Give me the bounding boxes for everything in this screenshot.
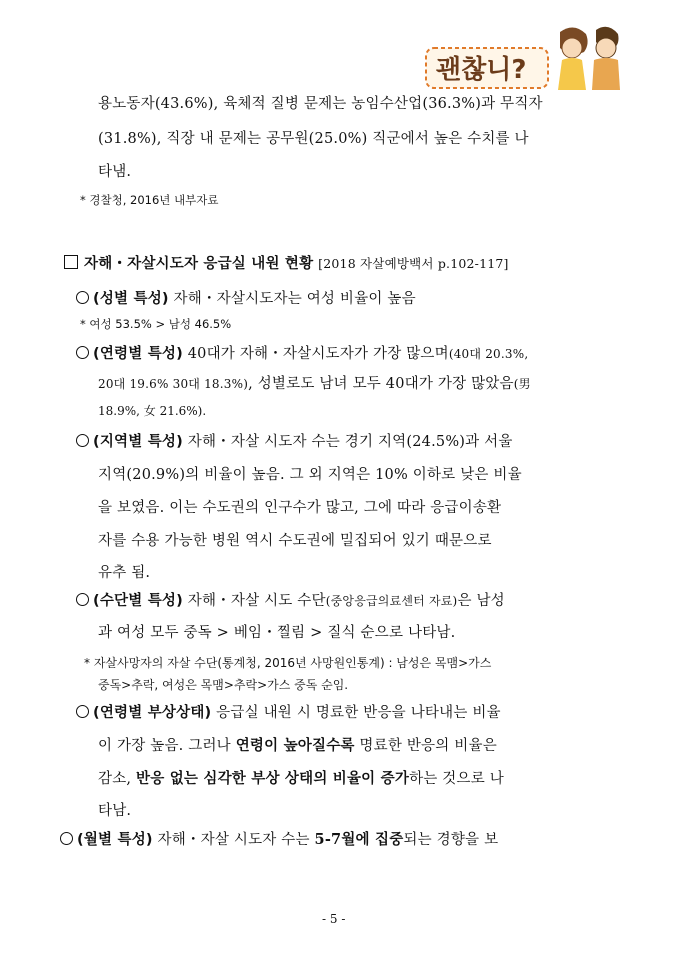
age-text-2a: 20대 19.6% 30대 18.3%)	[98, 377, 249, 391]
injury-text-2a: 이 가장 높음. 그러나	[98, 738, 236, 754]
region-line-2: 지역(20.9%)의 비율이 높음. 그 외 지역은 10% 이하로 낮은 비율	[98, 467, 522, 483]
age-line-3: 18.9%, 女 21.6%).	[98, 404, 207, 418]
age-line-2	[98, 372, 531, 393]
injury-text-3c: 하는 것으로 나	[409, 771, 504, 787]
section-heading	[64, 252, 509, 273]
injury-text-1: 응급실 내원 시 명료한 반응을 나타내는 비율	[211, 705, 501, 721]
age-text-2b: , 성별로도 남녀 모두 40대가 가장 많았음	[248, 376, 514, 392]
means-note-1: * 자살사망자의 자살 수단(통계청, 2016년 사망원인통계) : 남성은 목맴>가스	[84, 656, 492, 670]
gender-heading: (성별 특성)	[93, 291, 169, 307]
age-text-1b: (40대 20.3%,	[448, 347, 529, 361]
section-title: 자해・자살시도자 응급실 내원 현황	[84, 256, 314, 272]
injury-text-3a: 감소,	[98, 771, 137, 787]
region-text-1: 자해・자살 시도자 수는 경기 지역(24.5%)과 서울	[182, 434, 513, 450]
age-heading: (연령별 특성)	[93, 346, 183, 362]
injury-text-2b: 연령이 높아질수록	[235, 737, 355, 754]
age-text-1: 40대가 자해・자살시도자가 가장 많으며	[182, 346, 449, 362]
region-line-3: 을 보였음. 이는 수도권의 인구수가 많고, 그에 따라 응급이송환	[98, 500, 502, 516]
source-note: * 경찰청, 2016년 내부자료	[80, 193, 219, 207]
gender-text: 자해・자살시도자는 여성 비율이 높음	[168, 291, 416, 307]
month-text-a: 자해・자살 시도자 수는	[152, 832, 315, 848]
age-text-2c: (男	[513, 377, 531, 391]
injury-line-4: 타남.	[98, 803, 132, 819]
item-region	[76, 430, 513, 451]
region-line-5: 유추 됨.	[98, 565, 151, 581]
item-month	[60, 828, 498, 849]
means-note-2: 중독>추락, 여성은 목맴>추락>가스 중독 순임.	[98, 678, 349, 692]
circle-bullet-icon	[60, 832, 73, 845]
logo-illustration	[420, 22, 628, 102]
injury-line-3	[98, 767, 504, 788]
region-heading: (지역별 특성)	[93, 434, 183, 450]
circle-bullet-icon	[76, 346, 89, 359]
injury-text-3b: 반응 없는 심각한 부상 상태의 비율이 증가	[136, 770, 410, 787]
region-line-4: 자를 수용 가능한 병원 역시 수도권에 밀집되어 있기 때문으로	[98, 533, 492, 549]
section-reference: [2018 자살예방백서 p.102-117]	[318, 256, 509, 271]
square-bullet-icon	[64, 255, 78, 269]
logo-text: 괜찮니?	[436, 55, 527, 85]
circle-bullet-icon	[76, 705, 89, 718]
means-line-2: 과 여성 모두 중독 > 베임・찔림 > 질식 순으로 나타남.	[98, 625, 456, 641]
item-injury	[76, 701, 501, 722]
circle-bullet-icon	[76, 593, 89, 606]
gender-note: * 여성 53.5% > 남성 46.5%	[80, 317, 232, 331]
means-text-1a: 자해・자살 시도 수단	[182, 593, 326, 609]
injury-text-2c: 명료한 반응의 비율은	[354, 738, 497, 754]
page-number: - 5 -	[322, 912, 346, 926]
intro-line-3: 타냄.	[98, 164, 132, 180]
month-text-c: 되는 경향을 보	[403, 832, 499, 848]
month-text-b: 5-7월에 집중	[314, 831, 404, 848]
circle-bullet-icon	[76, 434, 89, 447]
means-heading: (수단별 특성)	[93, 593, 183, 609]
means-text-1c: 은 남성	[457, 593, 505, 609]
item-age	[76, 342, 528, 363]
item-gender	[76, 287, 416, 308]
item-means	[76, 589, 505, 610]
intro-line-1: 용노동자(43.6%), 육체적 질병 문제는 농임수산업(36.3%)과 무직자	[98, 96, 543, 112]
intro-line-2: (31.8%), 직장 내 문제는 공무원(25.0%) 직군에서 높은 수치를 나	[98, 131, 529, 147]
month-heading: (월별 특성)	[77, 832, 153, 848]
circle-bullet-icon	[76, 291, 89, 304]
means-text-1b: (중앙응급의료센터 자료)	[325, 594, 458, 608]
injury-line-2	[98, 734, 497, 755]
injury-heading: (연령별 부상상태)	[93, 705, 212, 721]
